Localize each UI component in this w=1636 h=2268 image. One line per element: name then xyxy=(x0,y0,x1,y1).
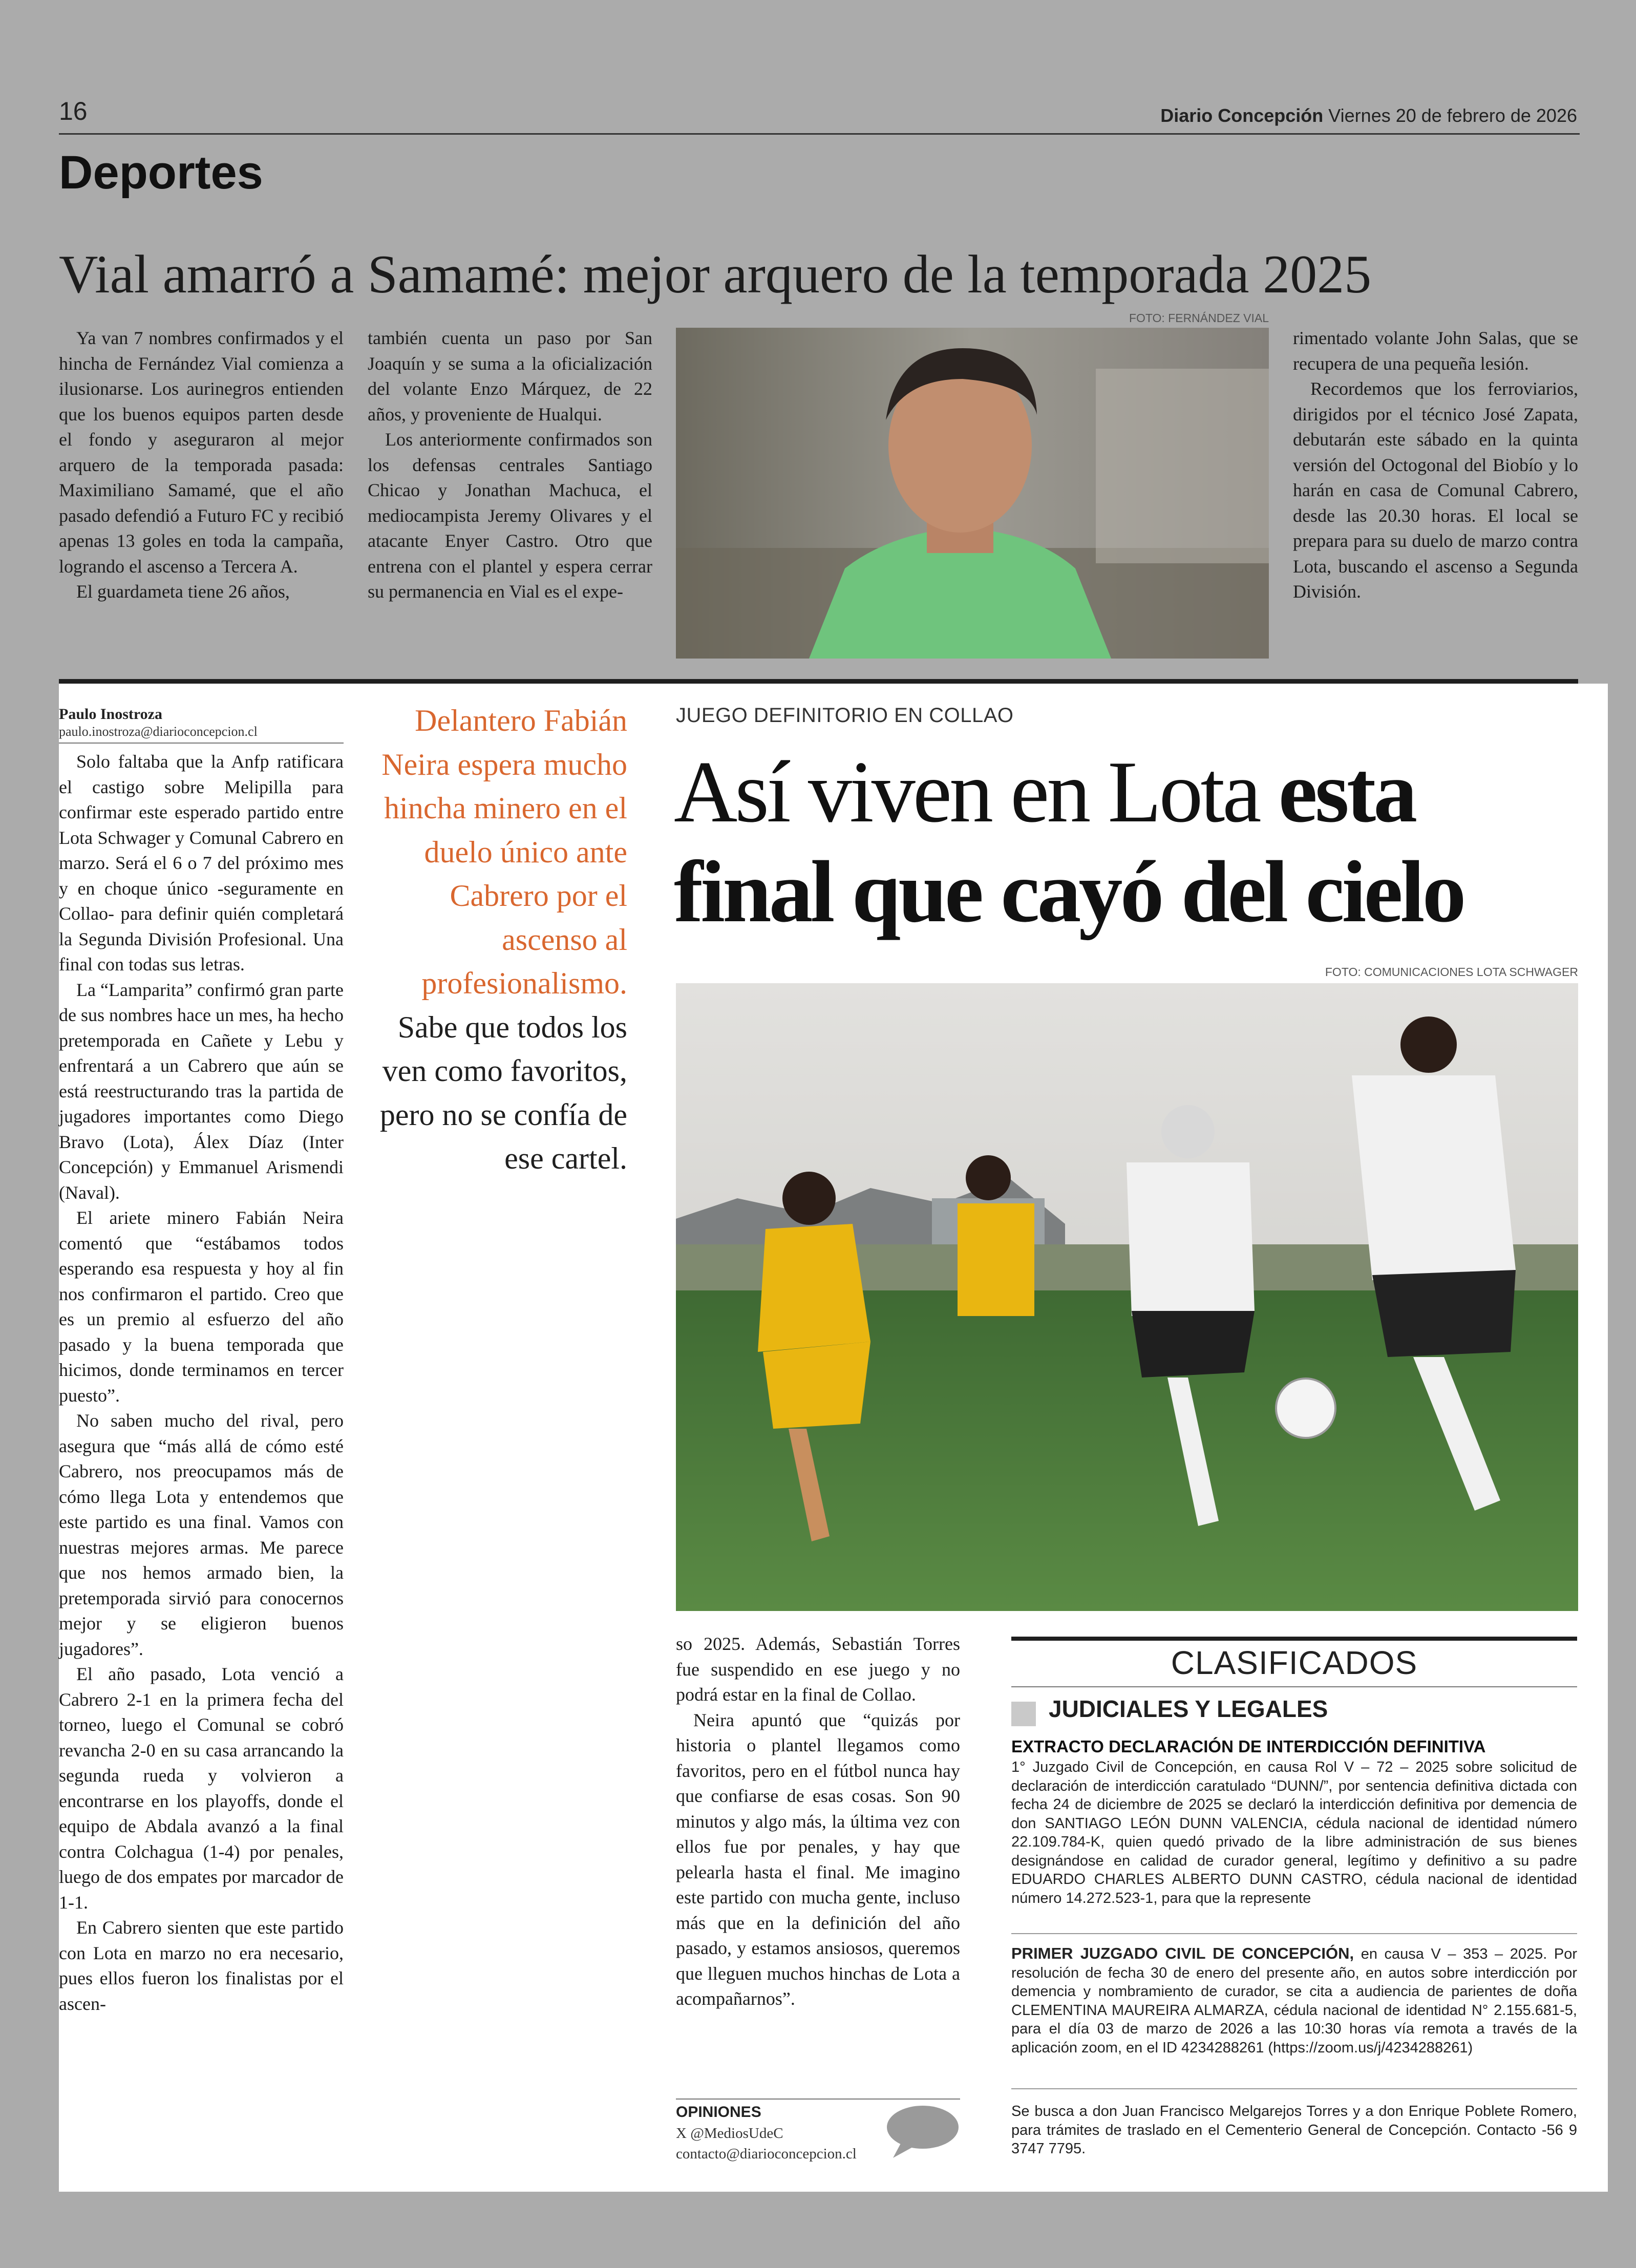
speech-bubble-icon xyxy=(886,2105,960,2158)
story2-body-left xyxy=(59,749,344,2017)
newspaper-name: Diario Concepción xyxy=(1160,105,1324,126)
story1-col1-p1: Ya van 7 nombres confirmados y el hincha de Fernández Vial comienza a ilusionarse. Los aurinegros entienden que los buenos equipos parten desde el fondo y aseguraron al mejor arquero de la temporada pasada: Maximiliano Samamé, que el año pasado defendió a Futuro FC y recibió apenas 13 goles en toda la campaña, logrando el ascenso a Tercera A. xyxy=(59,328,344,577)
classifieds-subsection: JUDICIALES Y LEGALES xyxy=(1049,1695,1328,1722)
story1-goalkeeper-photo xyxy=(676,328,1269,659)
story1-col1-p2: El guardameta tiene 26 años, xyxy=(76,581,290,602)
notice2-body: en causa V – 353 – 2025. Por resolución de fecha 30 de enero del presente año, en autos sobre interdicción por demencia y nombramiento de curador, se cita a audiencia de parientes de doña CLEMENTINA MAUREIRA ALMARZA, cédula nacional de identidad N° 2.155.681-5, para el día 03 de marzo de 2026 a las 10:30 horas vía remota a través de la aplicación zoom, en el ID 4234288261 (https://zoom.us/j/4234288261) xyxy=(1011,1946,1577,2056)
square-bullet-icon xyxy=(1011,1702,1036,1726)
notice2-lead: PRIMER JUZGADO CIVIL DE CONCEPCIÓN, xyxy=(1011,1944,1354,1962)
issue-date: Viernes 20 de febrero de 2026 xyxy=(1328,105,1577,126)
story2-left-p2: La “Lamparita” confirmó gran parte de sus nombres hace un mes, ha hecho pretemporada en Cañete y Lebu y enfrentará a un Cabrero que aún se está reestructurando tras la partida de jugadores importantes como Diego Bravo (Lota), Álex Díaz (Inter Concepción) y Emmanuel Arismendi (Naval). xyxy=(59,979,344,1203)
match-ball xyxy=(1276,1379,1335,1438)
classifieds-sub-rule xyxy=(1011,1686,1577,1687)
author-rule xyxy=(59,743,344,744)
classifieds-title: CLASIFICADOS xyxy=(1171,1644,1418,1681)
notice-divider-2 xyxy=(1011,2088,1577,2089)
story1-col1 xyxy=(59,326,344,605)
story2-kicker: JUEGO DEFINITORIO EN COLLAO xyxy=(676,704,1014,727)
opinions-twitter: X @MediosUdeC xyxy=(676,2125,783,2142)
grey-margin-left xyxy=(0,684,59,2268)
story1-col2-p2: Los anteriormente confirmados son los defensas centrales Santiago Chicao y Jonathan Machuca, el mediocampista Jeremy Olivares y el atacante Enyer Castro. Otro que entrena con el plantel y espera cerrar su permanencia en Vial es el expe- xyxy=(368,429,652,602)
story2-match-photo xyxy=(676,983,1578,1611)
story1-headline: Vial amarró a Samamé: mejor arquero de la temporada 2025 xyxy=(59,244,1372,304)
masthead-line xyxy=(1024,105,1577,126)
opinions-email: contacto@diarioconcepcion.cl xyxy=(676,2146,857,2162)
match-scene-svg xyxy=(676,983,1578,1611)
grey-margin-right xyxy=(1608,684,1636,2268)
story1-col2-p1: también cuenta un paso por San Joaquín y se suma a la oficialización del volante Enzo Márquez, de 22 años, y proveniente de Hualqui. xyxy=(368,328,652,425)
story2-left-p6: En Cabrero sienten que este partido con Lota en marzo no era necesario, pues ellos fueron los finalistas por el ascen- xyxy=(59,1917,344,2014)
story-divider-rule xyxy=(59,679,1578,684)
notice2 xyxy=(1011,1944,1577,2057)
notice1-title: EXTRACTO DECLARACIÓN DE INTERDICCIÓN DEFINITIVA xyxy=(1011,1737,1486,1756)
story1-col3-p1: rimentado volante John Salas, que se recupera de una pequeña lesión. xyxy=(1293,328,1578,374)
story2-left-p3: El ariete minero Fabián Neira comentó que “estábamos todos esperando esa respuesta y hoy al fin nos confirmaron el partido. Creo que es un premio al esfuerzo del año pasado y la buena temporada que hicimos, donde terminamos en tercer puesto”. xyxy=(59,1207,344,1406)
section-title: Deportes xyxy=(59,146,263,199)
opinions-top-rule xyxy=(676,2099,960,2100)
story2-left-p4: No saben mucho del rival, pero asegura que “más allá de cómo esté Cabrero, nos preocupamos más de cómo llega Lota y entendemos que este partido es una final. Vamos con nuestras mejores armas. Me parece que nos hemos armado bien, la pretemporada sirvió para conocernos mejor y se eligieron buenos jugadores”. xyxy=(59,1410,344,1659)
author-email: paulo.inostroza@diarioconcepcion.cl xyxy=(59,724,258,739)
story2-body-right xyxy=(676,1631,960,2012)
grey-margin-bottom xyxy=(0,2192,1636,2268)
story2-left-p5: El año pasado, Lota venció a Cabrero 2-1 en la primera fecha del torneo, luego el Comunal se cobró revancha 2-0 en su casa arrancando la segunda rueda y volvieron a encontrarse en los playoffs, donde el equipo de Abdala avanzó a la final contra Colchagua (1-4) por penales, luego de dos empates por marcador de 1-1. xyxy=(59,1664,344,1913)
notice1-body: 1° Juzgado Civil de Concepción, en causa Rol V – 72 – 2025 sobre solicitud de declaración de interdicción caratulado “DUNN/”, por sentencia definitiva dictada con fecha 24 de diciembre de 2025 se declaró la interdicción definitiva por demencia de don SANTIAGO LEÓN DUNN VALENCIA, cédula nacional de identidad número 22.109.784-K, quien quedó privado de la libre administración de sus bienes designándose en calidad de curador general, legítimo y definitivo a su padre EDUARDO CHARLES ALBERTO DUNN CASTRO, cédula nacional de identidad número 14.272.523-1, para que la represente xyxy=(1011,1759,1577,1906)
story1-col3-p2: Recordemos que los ferroviarios, dirigidos por el técnico José Zapata, debutarán este sábado en la quinta versión del Octogonal del Biobío y lo harán en casa de Comunal Cabrero, desde las 20.30 horas. El local se prepara para su duelo de marzo contra Lota, buscando el ascenso a Segunda División. xyxy=(1293,378,1578,602)
pull-quote-black: Sabe que todos los ven como favoritos, pero no se confía de ese cartel. xyxy=(379,1010,627,1175)
pull-quote xyxy=(358,699,627,1181)
story2-headline-bold: esta final que cayó del cielo xyxy=(674,744,1464,941)
classifieds-top-rule xyxy=(1011,1637,1577,1641)
story1-photo-credit: FOTO: FERNÁNDEZ VIAL xyxy=(1129,311,1269,325)
notice-divider xyxy=(1011,1933,1577,1934)
pull-quote-orange: Delantero Fabián Neira espera mucho hincha minero en el duelo único ante Cabrero por el ascenso al profesionalismo. xyxy=(381,704,627,1000)
author-name: Paulo Inostroza xyxy=(59,706,162,723)
story1-col3 xyxy=(1293,326,1578,605)
story2-left-p1: Solo faltaba que la Anfp ratificara el castigo sobre Melipilla para confirmar este esperado partido entre Lota Schwager y Comunal Cabrero en marzo. Será el 6 o 7 del próximo mes y en choque único -seguramente en Collao- para definir quién completará la Segunda División Profesional. Una final con todas sus letras. xyxy=(59,751,344,974)
story1-col2 xyxy=(368,326,652,605)
story2-right-p2: Neira apuntó que “quizás por historia o plantel llegamos como favoritos, pero en el fútbol nunca hay que confiarse de esas cosas. Son 90 minutos y algo más, la última vez con ellos fue por penales, y hay que pelearla hasta el final. Me imagino este partido con mucha gente, incluso más que en la definición del año pasado, y estamos ansiosos, queremos que lleguen muchos hinchas de Lota a acompañarnos”. xyxy=(676,1709,960,2009)
page-number: 16 xyxy=(59,97,88,125)
story2-photo-credit: FOTO: COMUNICACIONES LOTA SCHWAGER xyxy=(1325,965,1578,979)
story2-headline xyxy=(674,743,1580,942)
goalkeeper-portrait-svg xyxy=(676,328,1269,659)
story2-headline-light: Así viven en Lota xyxy=(674,744,1259,841)
header-rule xyxy=(59,133,1580,135)
opinions-label: OPINIONES xyxy=(676,2104,761,2121)
story2-right-p1: so 2025. Además, Sebastián Torres fue suspendido en ese juego y no podrá estar en la final de Collao. xyxy=(676,1634,960,1705)
notice3-body: Se busca a don Juan Francisco Melgarejos Torres y a don Enrique Poblete Romero, para trámites de traslado en el Cementerio General de Concepción. Contacto -56 9 3747 7795. xyxy=(1011,2103,1577,2157)
